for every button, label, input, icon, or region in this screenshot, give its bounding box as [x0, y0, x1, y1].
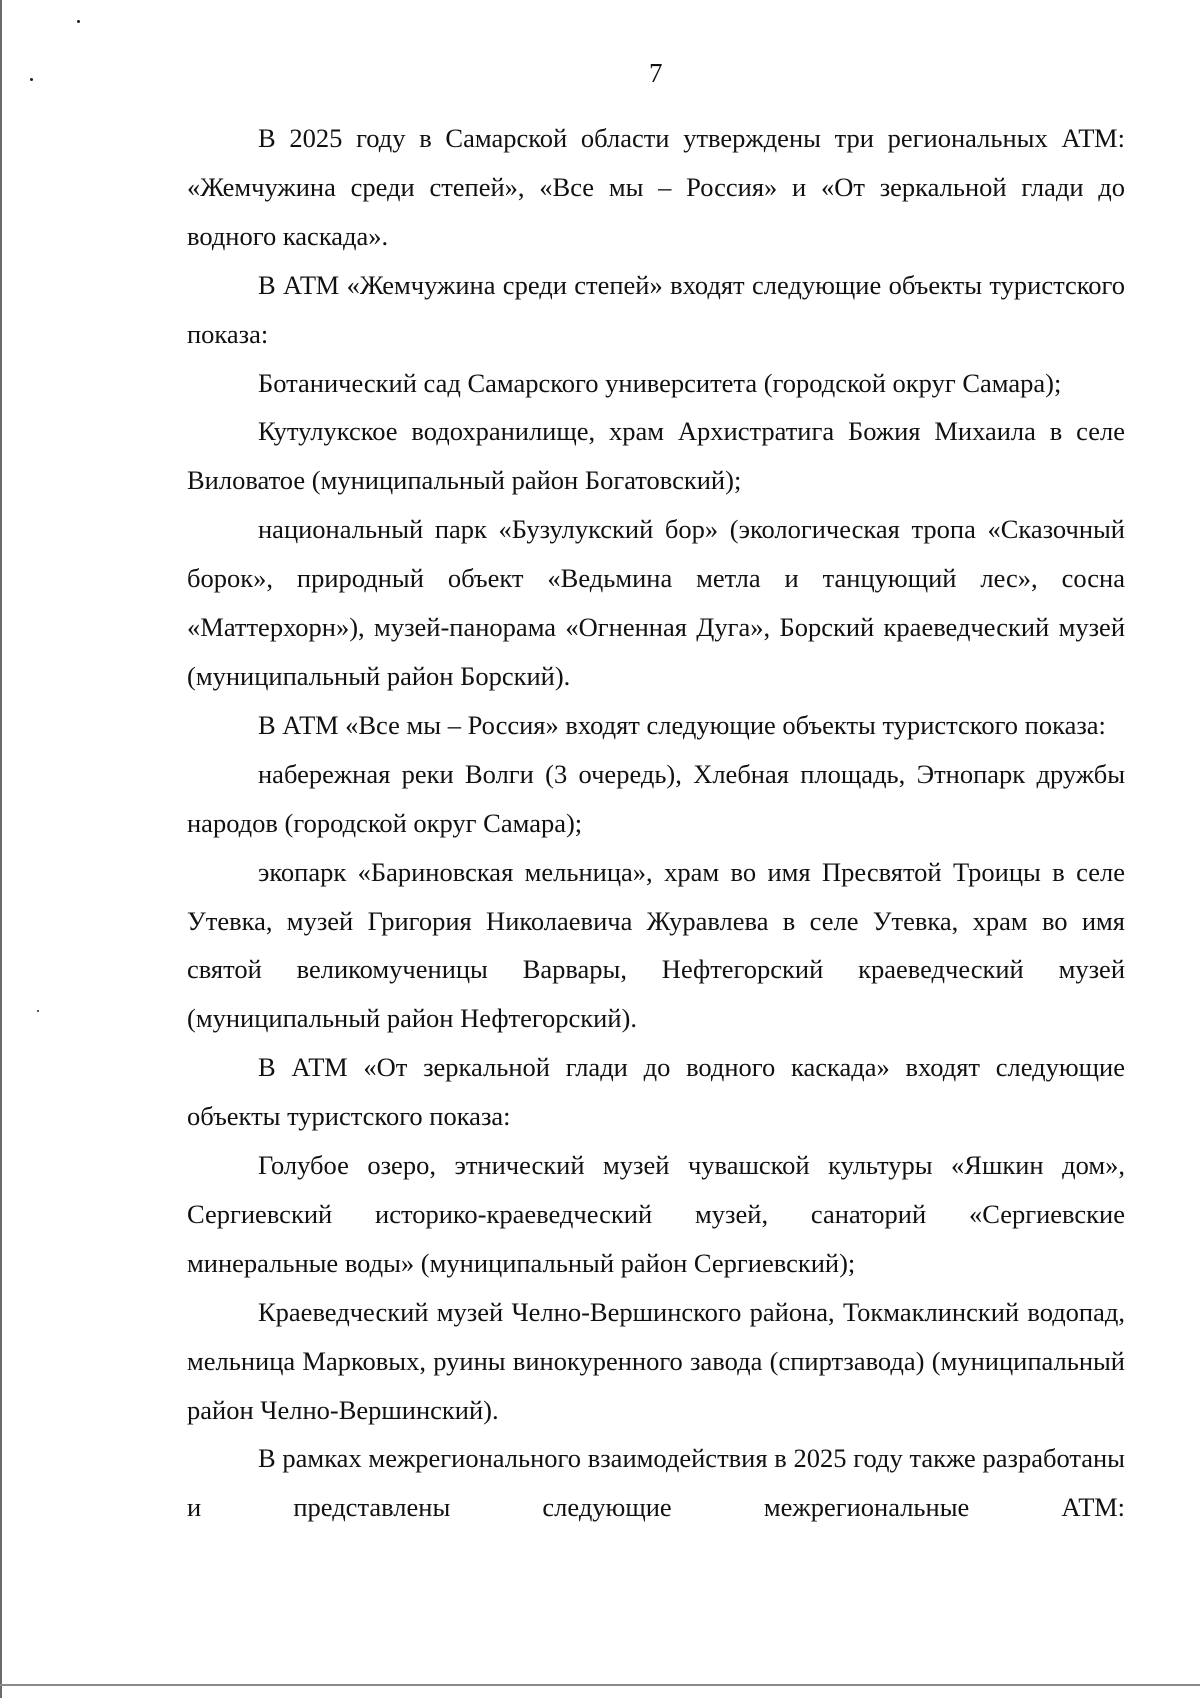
- document-body: [187, 114, 1125, 1532]
- paragraph: В АТМ «От зеркальной глади до водного каскада» входят следующие объекты туристского показа:: [187, 1052, 1125, 1132]
- paragraph: Кутулукское водохранилище, храм Архистратига Божия Михаила в селе Виловатое (муниципальный район Богатовский);: [187, 416, 1125, 496]
- scan-left-edge: [0, 0, 2, 1698]
- paragraph: В АТМ «Все мы – Россия» входят следующие объекты туристского показа:: [258, 709, 1106, 740]
- paragraph: Краеведческий музей Челно-Вершинского района, Токмаклинский водопад, мельница Марковых, руины винокуренного завода (спиртзавода) (муниципальный район Челно-Вершинский).: [187, 1296, 1125, 1425]
- scan-speck: [77, 20, 80, 23]
- scan-speck: [37, 1010, 39, 1012]
- paragraph: экопарк «Бариновская мельница», храм во имя Пресвятой Троицы в селе Утевка, музей Григория Николаевича Журавлева в селе Утевка, храм во имя святой великомученицы Варвары, Нефтегорский краеведческий музей (муниципальный район Нефтегорский).: [187, 856, 1125, 1034]
- paragraph: национальный парк «Бузулукский бор» (экологическая тропа «Сказочный борок», природный объект «Ведьмина метла и танцующий лес», сосна «Маттерхорн»), музей-панорама «Огненная Дуга», Борский краеведческий музей (муниципальный район Борский).: [187, 514, 1125, 691]
- scan-bottom-edge: [0, 1684, 1200, 1686]
- page-number: 7: [649, 58, 663, 88]
- paragraph: В рамках межрегионального взаимодействия в 2025 году также разработаны и представлены следующие межрегиональные АТМ:: [187, 1443, 1125, 1523]
- paragraph: набережная реки Волги (3 очередь), Хлебная площадь, Этнопарк дружбы народов (городской округ Самара);: [187, 758, 1125, 838]
- paragraph: Голубое озеро, этнический музей чувашской культуры «Яшкин дом», Сергиевский историко-краеведческий музей, санаторий «Сергиевские минеральные воды» (муниципальный район Сергиевский);: [187, 1150, 1125, 1278]
- paragraph: В АТМ «Жемчужина среди степей» входят следующие объекты туристского показа:: [187, 269, 1125, 349]
- paragraph: Ботанический сад Самарского университета (городской округ Самара);: [258, 367, 1062, 398]
- paragraph: В 2025 году в Самарской области утверждены три региональных АТМ: «Жемчужина среди степей», «Все мы – Россия» и «От зеркальной глади до водного каскада».: [187, 123, 1125, 251]
